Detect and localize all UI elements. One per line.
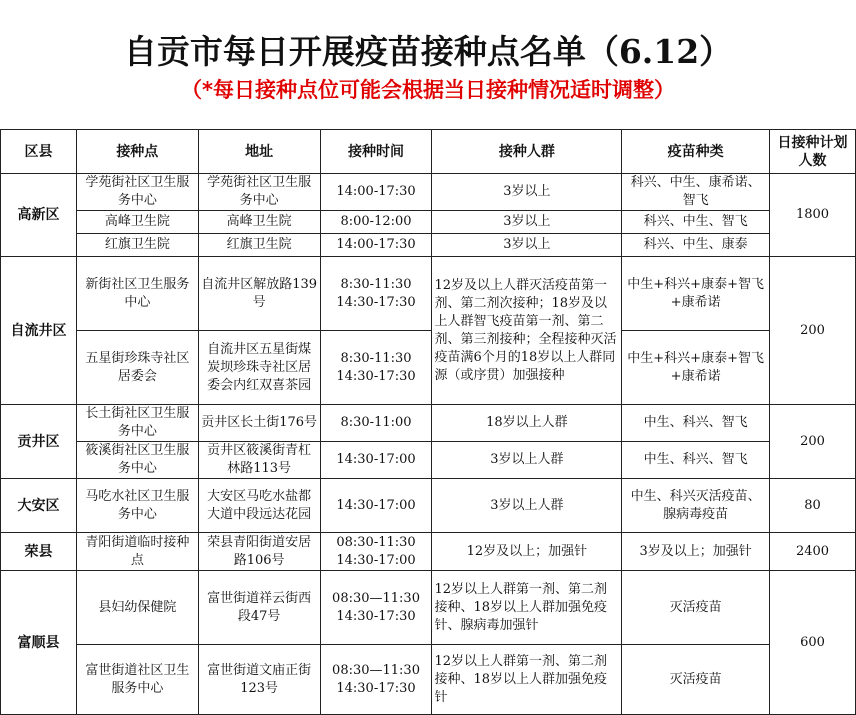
plan-cell: 80 — [770, 479, 856, 533]
vaccine-cell: 中生、科兴灭活疫苗、腺病毒疫苗 — [622, 479, 770, 533]
site-cell: 长土街社区卫生服务中心 — [76, 405, 198, 442]
plan-cell: 200 — [770, 257, 856, 405]
table-row — [1, 442, 856, 479]
district-cell: 自流井区 — [1, 257, 77, 405]
table-row — [1, 645, 856, 715]
time-cell: 14:30-17:00 — [320, 479, 432, 533]
site-cell: 学苑街社区卫生服务中心 — [76, 174, 198, 211]
site-cell: 青阳街道临时接种点 — [76, 533, 198, 571]
time-cell: 14:00-17:30 — [320, 174, 432, 211]
time-cell: 8:00-12:00 — [320, 211, 432, 234]
crowd-cell: 3岁以上 — [432, 174, 622, 211]
vaccine-cell: 3岁及以上；加强针 — [622, 533, 770, 571]
time-cell: 08:30—11:30 14:30-17:30 — [320, 571, 432, 645]
time-cell: 8:30-11:00 — [320, 405, 432, 442]
address-cell: 富世街道祥云街西段47号 — [198, 571, 320, 645]
table-row — [1, 533, 856, 571]
address-cell: 荣县青阳街道安居路106号 — [198, 533, 320, 571]
crowd-cell: 3岁以上人群 — [432, 442, 622, 479]
district-cell: 富顺县 — [1, 571, 77, 715]
time-cell: 14:30-17:00 — [320, 442, 432, 479]
crowd-cell: 12岁及以上；加强针 — [432, 533, 622, 571]
table-row — [1, 405, 856, 442]
page-title: 自贡市每日开展疫苗接种点名单（6.12） — [123, 32, 733, 71]
crowd-cell: 3岁以上人群 — [432, 479, 622, 533]
header-crowd: 接种人群 — [432, 130, 622, 174]
page-subtitle: （*每日接种点位可能会根据当日接种情况适时调整） — [181, 78, 675, 102]
site-cell: 马吃水社区卫生服务中心 — [76, 479, 198, 533]
site-cell: 高峰卫生院 — [76, 211, 198, 234]
plan-cell: 600 — [770, 571, 856, 715]
vaccine-cell: 中生、科兴、智飞 — [622, 442, 770, 479]
vaccine-cell: 灭活疫苗 — [622, 645, 770, 715]
vaccine-cell: 中生+科兴+康泰+智飞+康希诺 — [622, 331, 770, 405]
address-cell: 贡井区长土街176号 — [198, 405, 320, 442]
crowd-cell: 12岁以上人群第一剂、第二剂接种、18岁以上人群加强免疫针、腺病毒加强针 — [432, 571, 622, 645]
district-cell: 贡井区 — [1, 405, 77, 479]
table-row — [1, 257, 856, 331]
plan-cell: 1800 — [770, 174, 856, 257]
site-cell: 红旗卫生院 — [76, 234, 198, 257]
vaccination-sites-table — [0, 129, 856, 715]
table-row — [1, 174, 856, 211]
table-row — [1, 211, 856, 234]
header-plan: 日接种计划人数 — [770, 130, 856, 174]
address-cell: 高峰卫生院 — [198, 211, 320, 234]
time-cell: 8:30-11:30 14:30-17:30 — [320, 257, 432, 331]
address-cell: 贡井区筱溪街青杠林路113号 — [198, 442, 320, 479]
address-cell: 大安区马吃水盐都大道中段远达花园 — [198, 479, 320, 533]
time-cell: 8:30-11:30 14:30-17:30 — [320, 331, 432, 405]
time-cell: 08:30-11:30 14:30-17:00 — [320, 533, 432, 571]
header-vaccine: 疫苗种类 — [622, 130, 770, 174]
time-cell: 08:30—11:30 14:30-17:30 — [320, 645, 432, 715]
table-row — [1, 571, 856, 645]
address-cell: 学苑街社区卫生服务中心 — [198, 174, 320, 211]
table-row — [1, 331, 856, 405]
crowd-cell: 18岁以上人群 — [432, 405, 622, 442]
address-cell: 富世街道文庙正街123号 — [198, 645, 320, 715]
time-cell: 14:00-17:30 — [320, 234, 432, 257]
vaccine-cell: 中生、科兴、智飞 — [622, 405, 770, 442]
site-cell: 筱溪街社区卫生服务中心 — [76, 442, 198, 479]
vaccine-cell: 中生+科兴+康泰+智飞+康希诺 — [622, 257, 770, 331]
site-cell: 新街社区卫生服务中心 — [76, 257, 198, 331]
crowd-cell: 3岁以上 — [432, 234, 622, 257]
address-cell: 自流井区五星街煤炭坝珍珠寺社区居委会内红双喜茶园 — [198, 331, 320, 405]
crowd-cell: 3岁以上 — [432, 211, 622, 234]
header-district: 区县 — [1, 130, 77, 174]
site-cell: 富世街道社区卫生服务中心 — [76, 645, 198, 715]
district-cell: 高新区 — [1, 174, 77, 257]
site-cell: 县妇幼保健院 — [76, 571, 198, 645]
address-cell: 自流井区解放路139号 — [198, 257, 320, 331]
header-site: 接种点 — [76, 130, 198, 174]
vaccine-cell: 科兴、中生、康希诺、智飞 — [622, 174, 770, 211]
address-cell: 红旗卫生院 — [198, 234, 320, 257]
table-header-row — [1, 130, 856, 174]
header-address: 地址 — [198, 130, 320, 174]
district-cell: 荣县 — [1, 533, 77, 571]
district-cell: 大安区 — [1, 479, 77, 533]
vaccine-cell: 科兴、中生、康泰 — [622, 234, 770, 257]
table-row — [1, 234, 856, 257]
vaccine-cell: 科兴、中生、智飞 — [622, 211, 770, 234]
plan-cell: 200 — [770, 405, 856, 479]
site-cell: 五星街珍珠寺社区居委会 — [76, 331, 198, 405]
table-row — [1, 479, 856, 533]
vaccine-cell: 灭活疫苗 — [622, 571, 770, 645]
crowd-cell: 12岁以上人群第一剂、第二剂接种、18岁以上人群加强免疫针 — [432, 645, 622, 715]
plan-cell: 2400 — [770, 533, 856, 571]
crowd-cell: 12岁及以上人群灭活疫苗第一剂、第二剂次接种；18岁及以上人群智飞疫苗第一剂、第二剂、第三剂接种；全程接种灭活疫苗满6个月的18岁以上人群同源（或序贯）加强接种 — [432, 257, 622, 405]
header-time: 接种时间 — [320, 130, 432, 174]
